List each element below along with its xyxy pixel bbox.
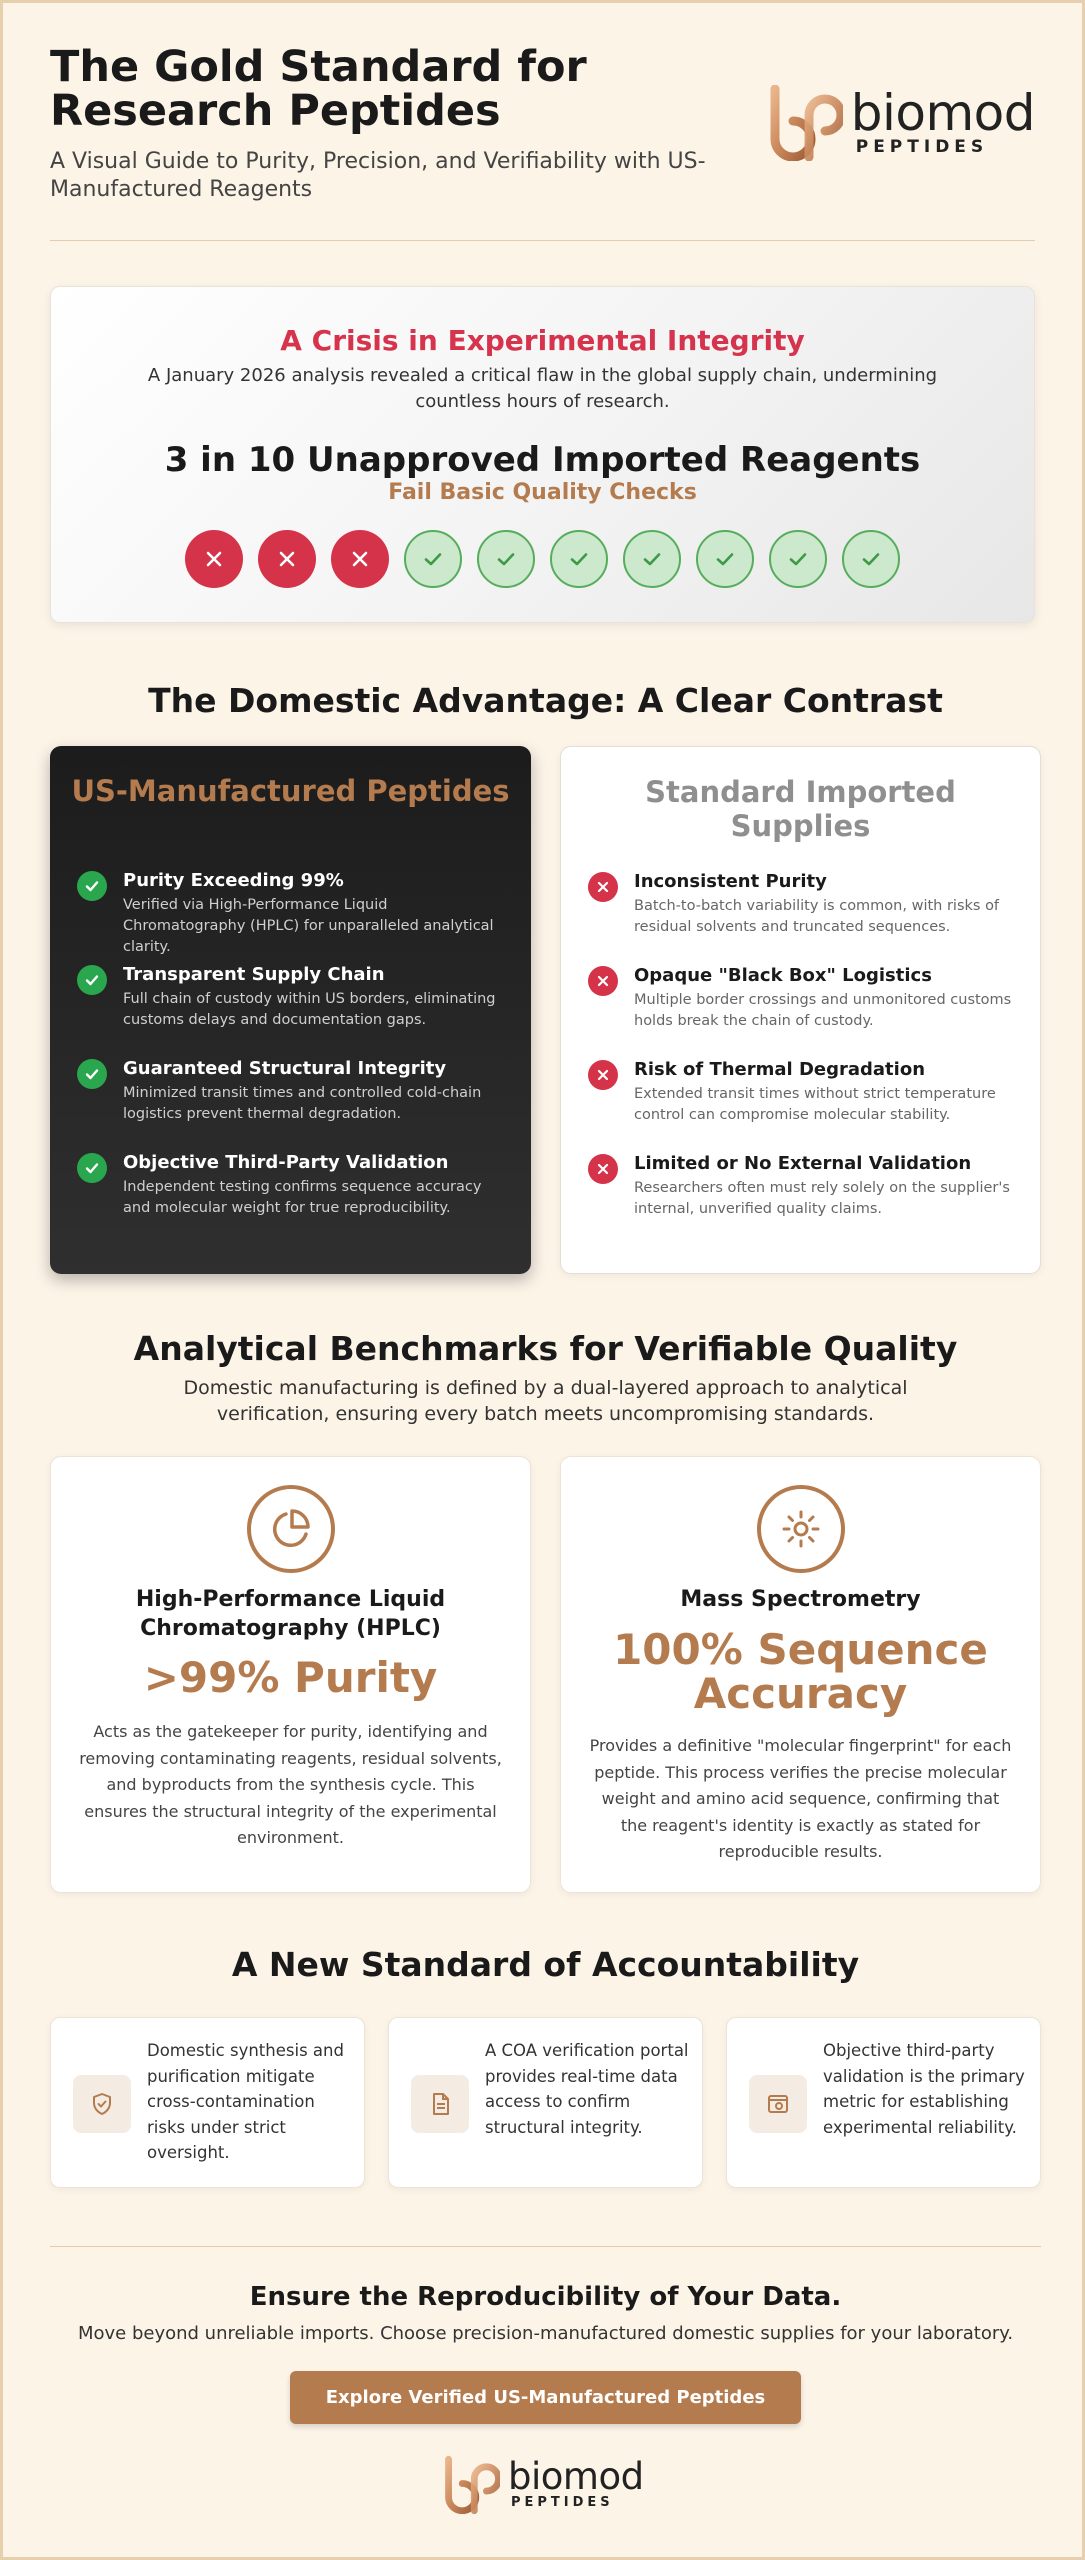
passed-reagent-icon [477, 530, 535, 588]
imported-risk-title: Opaque "Black Box" Logistics [634, 965, 932, 986]
check-icon [77, 1153, 107, 1183]
hplc-description: Acts as the gatekeeper for purity, identifying and removing contaminating reagents, residual solvents, and byproducts from the synthesis cycle. This ensures the structural integrity of the experimental environment. [79, 1722, 502, 1847]
mass-spec-metric: 100% Sequence Accuracy [613, 1625, 988, 1718]
hplc-card [50, 1456, 531, 1893]
crisis-stat: 3 in 10 Unapproved Imported Reagents [164, 440, 921, 480]
bp-logo-mark [444, 2456, 500, 2514]
passed-reagent-icon [623, 530, 681, 588]
passed-reagent-icon [404, 530, 462, 588]
hplc-metric: >99% Purity [143, 1653, 438, 1702]
logo-wordmark: biomod [508, 2455, 644, 2498]
crisis-card [50, 286, 1035, 623]
imported-card-title: Standard Imported Supplies [645, 775, 956, 843]
page-header [50, 3, 1035, 241]
hplc-title: High-Performance Liquid Chromatography (HPLC) [135, 1587, 446, 1641]
crisis-title: A Crisis in Experimental Integrity [280, 324, 805, 357]
x-icon [588, 1060, 618, 1090]
passed-reagent-icon [696, 530, 754, 588]
imported-risk-title: Limited or No External Validation [634, 1153, 972, 1174]
imported-risk-item [588, 1058, 1020, 1152]
reagent-icon-row [51, 530, 1034, 588]
footer-divider [50, 2246, 1041, 2247]
x-icon [588, 966, 618, 996]
pie-chart-icon [247, 1485, 335, 1573]
us-benefit-item [77, 1151, 511, 1245]
imported-risk-desc: Extended transit times without strict temperature control can compromise molecular stability. [634, 1086, 996, 1123]
us-benefit-title: Guaranteed Structural Integrity [123, 1058, 447, 1079]
imported-risk-title: Inconsistent Purity [634, 871, 827, 892]
imported-risk-item [588, 964, 1020, 1058]
shield-icon [73, 2075, 131, 2133]
logo-tagline: PEPTIDES [855, 137, 989, 157]
x-icon [588, 872, 618, 902]
check-icon [77, 871, 107, 901]
us-benefit-item [77, 963, 511, 1057]
mass-spectrometry-card [560, 1456, 1041, 1893]
imported-supplies-card [560, 746, 1041, 1274]
imported-risk-desc: Researchers often must rely solely on the supplier's internal, unverified quality claims. [634, 1180, 1010, 1217]
explore-peptides-button[interactable]: Explore Verified US-Manufactured Peptides [290, 2371, 801, 2424]
us-benefit-item [77, 1057, 511, 1151]
sun-icon [757, 1485, 845, 1573]
accountability-text: Objective third-party validation is the primary metric for establishing experimental reliability. [823, 2041, 1025, 2137]
footer-logo [444, 2456, 644, 2514]
accountability-card [388, 2017, 703, 2188]
accountability-card [726, 2017, 1041, 2188]
accountability-text: A COA verification portal provides real-time data access to confirm structural integrity. [485, 2041, 689, 2137]
logo-tagline: PEPTIDES [511, 2495, 614, 2510]
bp-logo-mark [769, 85, 843, 161]
page-title: The Gold Standard for Research Peptides [50, 42, 587, 136]
contrast-section-title: The Domestic Advantage: A Clear Contrast [148, 681, 943, 720]
check-icon [77, 965, 107, 995]
us-benefit-desc: Independent testing confirms sequence accuracy and molecular weight for true reproducibility. [123, 1179, 482, 1216]
document-icon [411, 2075, 469, 2133]
logo-wordmark: biomod [850, 84, 1035, 142]
us-benefit-title: Purity Exceeding 99% [123, 870, 344, 891]
us-benefit-desc: Minimized transit times and controlled cold-chain logistics prevent thermal degradation. [123, 1085, 482, 1122]
benchmarks-section-desc: Domestic manufacturing is defined by a dual-layered approach to analytical verification, ensuring every batch meets uncompromising standards. [183, 1377, 908, 1425]
passed-reagent-icon [769, 530, 827, 588]
footer-title: Ensure the Reproducibility of Your Data. [249, 2282, 842, 2312]
x-icon [588, 1154, 618, 1184]
footer-description: Move beyond unreliable imports. Choose precision-manufactured domestic supplies for your laboratory. [77, 2323, 1014, 2344]
failed-reagent-icon [185, 530, 243, 588]
accountability-card [50, 2017, 365, 2188]
accountability-section-title: A New Standard of Accountability [231, 1945, 860, 1984]
benchmarks-section-title: Analytical Benchmarks for Verifiable Quality [133, 1329, 958, 1368]
us-card-title: US-Manufactured Peptides [71, 774, 510, 808]
mass-spec-title: Mass Spectrometry [680, 1587, 921, 1612]
mass-spec-description: Provides a definitive "molecular fingerprint" for each peptide. This process verifies the precise molecular weight and amino acid sequence, confirming that the reagent's identity is exactly as stated for reproducible results. [589, 1736, 1012, 1861]
check-icon [77, 1059, 107, 1089]
monitor-icon [749, 2075, 807, 2133]
brand-logo [769, 85, 1035, 161]
page-subtitle: A Visual Guide to Purity, Precision, and Verifiability with US-Manufactured Reagents [50, 149, 706, 202]
crisis-stat-subtitle: Fail Basic Quality Checks [388, 480, 697, 505]
crisis-text: A January 2026 analysis revealed a critical flaw in the global supply chain, undermining countless hours of research. [147, 365, 938, 412]
us-benefit-title: Transparent Supply Chain [123, 964, 385, 985]
us-manufactured-card [50, 746, 531, 1274]
failed-reagent-icon [258, 530, 316, 588]
imported-risk-desc: Multiple border crossings and unmonitored customs holds break the chain of custody. [634, 992, 1012, 1029]
passed-reagent-icon [550, 530, 608, 588]
us-benefit-desc: Full chain of custody within US borders, eliminating customs delays and documentation gaps. [123, 991, 496, 1028]
us-benefit-desc: Verified via High-Performance Liquid Chromatography (HPLC) for unparalleled analytical clarity. [123, 897, 494, 955]
passed-reagent-icon [842, 530, 900, 588]
us-benefit-item [77, 869, 511, 963]
imported-risk-item [588, 1152, 1020, 1246]
us-benefit-title: Objective Third-Party Validation [123, 1152, 449, 1173]
imported-risk-desc: Batch-to-batch variability is common, with risks of residual solvents and truncated sequences. [634, 898, 1000, 935]
imported-risk-title: Risk of Thermal Degradation [634, 1059, 926, 1080]
accountability-text: Domestic synthesis and purification mitigate cross-contamination risks under strict oversight. [147, 2041, 344, 2162]
failed-reagent-icon [331, 530, 389, 588]
imported-risk-item [588, 870, 1020, 964]
